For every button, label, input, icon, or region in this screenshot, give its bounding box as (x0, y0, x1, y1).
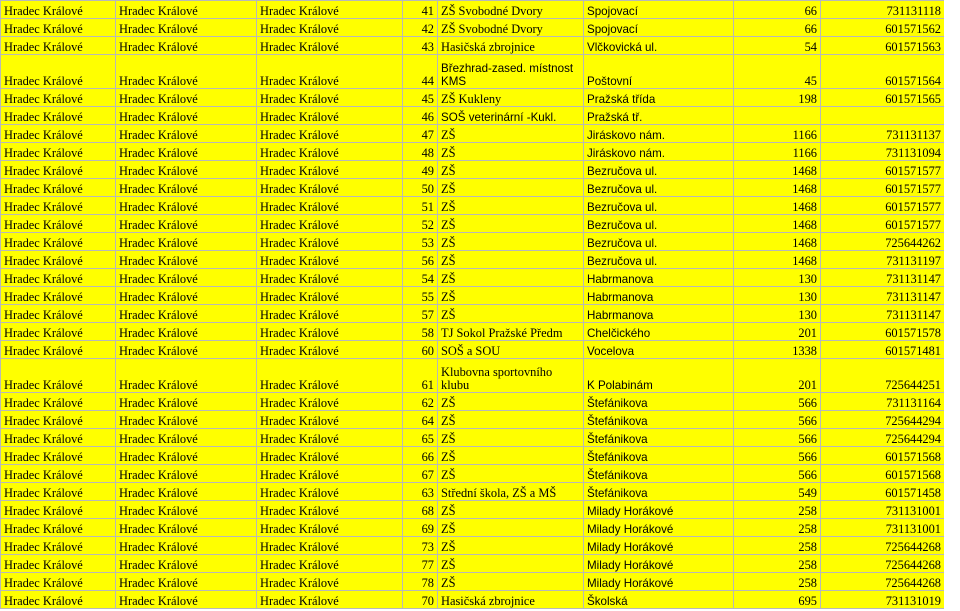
cell-district[interactable]: Hradec Králové (1, 143, 116, 161)
cell-town[interactable]: Hradec Králové (257, 215, 403, 233)
cell-town[interactable]: Hradec Králové (257, 323, 403, 341)
table-row (1, 89, 945, 107)
cell-district-number[interactable]: 78 (403, 573, 438, 591)
cell-code[interactable]: 731131147 (821, 269, 945, 287)
cell-code[interactable]: 601571564 (821, 55, 945, 89)
cell-code[interactable]: 601571568 (821, 447, 945, 465)
cell-code[interactable]: 601571563 (821, 37, 945, 55)
cell-code[interactable]: 731131118 (821, 1, 945, 19)
cell-code[interactable]: 725644294 (821, 429, 945, 447)
cell-municipality[interactable]: Hradec Králové (116, 19, 257, 37)
cell-code[interactable]: 725644268 (821, 555, 945, 573)
cell-district-number[interactable]: 58 (403, 323, 438, 341)
cell-house-number[interactable]: 1338 (734, 341, 821, 359)
table-row (1, 143, 945, 161)
cell-street[interactable]: Štefánikova (584, 411, 734, 429)
cell-district-number[interactable]: 63 (403, 483, 438, 501)
cell-location[interactable]: ZŠ (438, 269, 584, 287)
table-row (1, 287, 945, 305)
cell-district-number[interactable]: 77 (403, 555, 438, 573)
cell-location[interactable]: ZŠ (438, 233, 584, 251)
cell-town[interactable]: Hradec Králové (257, 359, 403, 393)
cell-district[interactable]: Hradec Králové (1, 429, 116, 447)
table-row (1, 55, 945, 89)
cell-town[interactable]: Hradec Králové (257, 501, 403, 519)
cell-district[interactable]: Hradec Králové (1, 1, 116, 19)
cell-district[interactable]: Hradec Králové (1, 161, 116, 179)
cell-municipality[interactable]: Hradec Králové (116, 537, 257, 555)
cell-street[interactable]: Jiráskovo nám. (584, 143, 734, 161)
cell-house-number[interactable]: 130 (734, 305, 821, 323)
cell-code[interactable]: 731131164 (821, 393, 945, 411)
cell-location[interactable]: ZŠ (438, 501, 584, 519)
cell-location[interactable]: Hasičská zbrojnice (438, 37, 584, 55)
cell-town[interactable]: Hradec Králové (257, 555, 403, 573)
cell-house-number[interactable]: 258 (734, 537, 821, 555)
cell-location[interactable]: ZŠ (438, 519, 584, 537)
cell-house-number[interactable]: 1468 (734, 179, 821, 197)
cell-location[interactable]: Březhrad-zased. místnost KMS (438, 55, 584, 89)
cell-code[interactable]: 601571481 (821, 341, 945, 359)
cell-district[interactable]: Hradec Králové (1, 323, 116, 341)
cell-district[interactable]: Hradec Králové (1, 573, 116, 591)
cell-street[interactable]: Štefánikova (584, 447, 734, 465)
cell-district-number[interactable]: 69 (403, 519, 438, 537)
cell-municipality[interactable]: Hradec Králové (116, 143, 257, 161)
table-row (1, 429, 945, 447)
cell-district[interactable]: Hradec Králové (1, 287, 116, 305)
cell-house-number[interactable]: 201 (734, 323, 821, 341)
cell-street[interactable]: Štefánikova (584, 483, 734, 501)
cell-house-number[interactable]: 66 (734, 1, 821, 19)
cell-district-number[interactable]: 60 (403, 341, 438, 359)
cell-town[interactable]: Hradec Králové (257, 411, 403, 429)
cell-house-number[interactable]: 201 (734, 359, 821, 393)
cell-district-number[interactable]: 73 (403, 537, 438, 555)
cell-municipality[interactable]: Hradec Králové (116, 179, 257, 197)
cell-town[interactable]: Hradec Králové (257, 483, 403, 501)
cell-street[interactable]: Poštovní (584, 55, 734, 89)
cell-house-number[interactable]: 258 (734, 501, 821, 519)
cell-district[interactable]: Hradec Králové (1, 537, 116, 555)
cell-house-number[interactable]: 198 (734, 89, 821, 107)
cell-code[interactable]: 601571578 (821, 323, 945, 341)
table-row (1, 483, 945, 501)
cell-house-number[interactable]: 566 (734, 447, 821, 465)
cell-street[interactable]: Štefánikova (584, 465, 734, 483)
cell-town[interactable]: Hradec Králové (257, 573, 403, 591)
cell-location[interactable]: SOŠ veterinární -Kukl. (438, 107, 584, 125)
cell-street[interactable]: Chelčického (584, 323, 734, 341)
cell-town[interactable]: Hradec Králové (257, 447, 403, 465)
cell-house-number[interactable]: 258 (734, 555, 821, 573)
cell-location[interactable]: ZŠ (438, 305, 584, 323)
table-row (1, 447, 945, 465)
cell-district[interactable]: Hradec Králové (1, 483, 116, 501)
cell-municipality[interactable]: Hradec Králové (116, 429, 257, 447)
cell-district[interactable]: Hradec Králové (1, 501, 116, 519)
cell-code[interactable]: 601571577 (821, 179, 945, 197)
cell-district[interactable]: Hradec Králové (1, 305, 116, 323)
cell-street[interactable]: Bezručova ul. (584, 233, 734, 251)
cell-house-number[interactable]: 566 (734, 465, 821, 483)
cell-street[interactable]: Milady Horákové (584, 555, 734, 573)
cell-town[interactable]: Hradec Králové (257, 125, 403, 143)
cell-location[interactable]: ZŠ Svobodné Dvory (438, 1, 584, 19)
cell-code[interactable]: 731131197 (821, 251, 945, 269)
cell-street[interactable]: Milady Horákové (584, 537, 734, 555)
cell-district-number[interactable]: 62 (403, 393, 438, 411)
cell-district[interactable]: Hradec Králové (1, 251, 116, 269)
cell-district[interactable]: Hradec Králové (1, 341, 116, 359)
cell-district[interactable]: Hradec Králové (1, 215, 116, 233)
table-row (1, 107, 945, 125)
table-row (1, 537, 945, 555)
cell-street[interactable]: Bezručova ul. (584, 251, 734, 269)
cell-district-number[interactable]: 51 (403, 197, 438, 215)
cell-location[interactable]: ZŠ (438, 393, 584, 411)
cell-municipality[interactable]: Hradec Králové (116, 555, 257, 573)
cell-code[interactable] (821, 107, 945, 125)
cell-location[interactable]: ZŠ (438, 161, 584, 179)
cell-street[interactable]: Habrmanova (584, 305, 734, 323)
sheet-right-margin (944, 0, 960, 611)
table-row (1, 19, 945, 37)
cell-town[interactable]: Hradec Králové (257, 179, 403, 197)
cell-street[interactable]: Školská (584, 591, 734, 609)
cell-house-number[interactable]: 1468 (734, 215, 821, 233)
table-row (1, 1, 945, 19)
cell-district-number[interactable]: 48 (403, 143, 438, 161)
cell-town[interactable]: Hradec Králové (257, 1, 403, 19)
table-row (1, 501, 945, 519)
table-row (1, 161, 945, 179)
cell-street[interactable]: Bezručova ul. (584, 179, 734, 197)
cell-town[interactable]: Hradec Králové (257, 341, 403, 359)
table-row (1, 393, 945, 411)
table-row (1, 179, 945, 197)
cell-street[interactable]: Milady Horákové (584, 501, 734, 519)
cell-district-number[interactable]: 42 (403, 19, 438, 37)
cell-town[interactable]: Hradec Králové (257, 305, 403, 323)
cell-town[interactable]: Hradec Králové (257, 107, 403, 125)
cell-municipality[interactable]: Hradec Králové (116, 323, 257, 341)
cell-location[interactable]: ZŠ (438, 429, 584, 447)
table-body (1, 1, 945, 609)
cell-street[interactable]: Spojovací (584, 1, 734, 19)
cell-municipality[interactable]: Hradec Králové (116, 125, 257, 143)
cell-street[interactable]: Habrmanova (584, 287, 734, 305)
cell-street[interactable]: Habrmanova (584, 269, 734, 287)
cell-municipality[interactable]: Hradec Králové (116, 233, 257, 251)
cell-code[interactable]: 731131094 (821, 143, 945, 161)
cell-house-number[interactable]: 1166 (734, 125, 821, 143)
cell-street[interactable]: Bezručova ul. (584, 197, 734, 215)
cell-location[interactable]: ZŠ (438, 125, 584, 143)
cell-district[interactable]: Hradec Králové (1, 19, 116, 37)
cell-code[interactable]: 731131001 (821, 501, 945, 519)
cell-code[interactable]: 725644262 (821, 233, 945, 251)
table-row (1, 251, 945, 269)
cell-town[interactable]: Hradec Králové (257, 269, 403, 287)
cell-code[interactable]: 601571577 (821, 161, 945, 179)
cell-street[interactable]: Pražská tř. (584, 107, 734, 125)
cell-district-number[interactable]: 43 (403, 37, 438, 55)
cell-municipality[interactable]: Hradec Králové (116, 251, 257, 269)
cell-district[interactable]: Hradec Králové (1, 465, 116, 483)
cell-location[interactable]: ZŠ (438, 179, 584, 197)
cell-street[interactable]: Jiráskovo nám. (584, 125, 734, 143)
cell-town[interactable]: Hradec Králové (257, 197, 403, 215)
table-row (1, 305, 945, 323)
cell-town[interactable]: Hradec Králové (257, 537, 403, 555)
cell-town[interactable]: Hradec Králové (257, 55, 403, 89)
cell-location[interactable]: Střední škola, ZŠ a MŠ (438, 483, 584, 501)
cell-district[interactable]: Hradec Králové (1, 591, 116, 609)
cell-street[interactable]: Milady Horákové (584, 519, 734, 537)
cell-house-number[interactable]: 1468 (734, 251, 821, 269)
cell-code[interactable]: 725644268 (821, 537, 945, 555)
cell-street[interactable]: Spojovací (584, 19, 734, 37)
cell-house-number[interactable]: 566 (734, 411, 821, 429)
cell-district-number[interactable]: 50 (403, 179, 438, 197)
table-row (1, 125, 945, 143)
table-row (1, 359, 945, 393)
cell-district[interactable]: Hradec Králové (1, 37, 116, 55)
cell-district[interactable]: Hradec Králové (1, 233, 116, 251)
cell-location[interactable]: TJ Sokol Pražské Předm (438, 323, 584, 341)
cell-code[interactable]: 725644294 (821, 411, 945, 429)
cell-location[interactable]: ZŠ Kukleny (438, 89, 584, 107)
cell-municipality[interactable]: Hradec Králové (116, 411, 257, 429)
cell-town[interactable]: Hradec Králové (257, 465, 403, 483)
cell-code[interactable]: 725644251 (821, 359, 945, 393)
cell-district-number[interactable]: 54 (403, 269, 438, 287)
cell-location[interactable]: Klubovna sportovního klubu (438, 359, 584, 393)
cell-location[interactable]: ZŠ (438, 555, 584, 573)
cell-town[interactable]: Hradec Králové (257, 519, 403, 537)
cell-house-number[interactable]: 549 (734, 483, 821, 501)
cell-house-number[interactable]: 258 (734, 519, 821, 537)
cell-district-number[interactable]: 41 (403, 1, 438, 19)
cell-municipality[interactable]: Hradec Králové (116, 161, 257, 179)
cell-house-number[interactable]: 566 (734, 393, 821, 411)
cell-location[interactable]: ZŠ (438, 573, 584, 591)
cell-municipality[interactable]: Hradec Králové (116, 573, 257, 591)
cell-district[interactable]: Hradec Králové (1, 411, 116, 429)
cell-municipality[interactable]: Hradec Králové (116, 359, 257, 393)
cell-town[interactable]: Hradec Králové (257, 143, 403, 161)
cell-town[interactable]: Hradec Králové (257, 19, 403, 37)
cell-code[interactable]: 731131147 (821, 305, 945, 323)
cell-municipality[interactable]: Hradec Králové (116, 55, 257, 89)
cell-municipality[interactable]: Hradec Králové (116, 393, 257, 411)
cell-district[interactable]: Hradec Králové (1, 519, 116, 537)
cell-house-number[interactable]: 130 (734, 269, 821, 287)
cell-code[interactable]: 601571577 (821, 197, 945, 215)
cell-district-number[interactable]: 64 (403, 411, 438, 429)
cell-house-number[interactable]: 1166 (734, 143, 821, 161)
cell-district-number[interactable]: 66 (403, 447, 438, 465)
cell-code[interactable]: 731131137 (821, 125, 945, 143)
cell-street[interactable]: Vlčkovická ul. (584, 37, 734, 55)
cell-town[interactable]: Hradec Králové (257, 287, 403, 305)
table-row (1, 591, 945, 609)
cell-town[interactable]: Hradec Králové (257, 429, 403, 447)
cell-location[interactable]: ZŠ (438, 447, 584, 465)
cell-municipality[interactable]: Hradec Králové (116, 465, 257, 483)
cell-street[interactable]: Bezručova ul. (584, 215, 734, 233)
cell-location[interactable]: Hasičská zbrojnice (438, 591, 584, 609)
cell-location[interactable]: ZŠ (438, 251, 584, 269)
cell-location[interactable]: ZŠ (438, 537, 584, 555)
cell-district[interactable]: Hradec Králové (1, 125, 116, 143)
cell-district[interactable]: Hradec Králové (1, 89, 116, 107)
table-row (1, 341, 945, 359)
cell-town[interactable]: Hradec Králové (257, 37, 403, 55)
cell-house-number[interactable]: 566 (734, 429, 821, 447)
cell-code[interactable]: 601571568 (821, 465, 945, 483)
cell-district-number[interactable]: 52 (403, 215, 438, 233)
cell-town[interactable]: Hradec Králové (257, 591, 403, 609)
table-row (1, 323, 945, 341)
cell-code[interactable]: 601571577 (821, 215, 945, 233)
cell-house-number[interactable]: 695 (734, 591, 821, 609)
cell-district-number[interactable]: 67 (403, 465, 438, 483)
cell-location[interactable]: SOŠ a SOU (438, 341, 584, 359)
table-row (1, 215, 945, 233)
cell-district-number[interactable]: 61 (403, 359, 438, 393)
cell-code[interactable]: 731131019 (821, 591, 945, 609)
cell-district-number[interactable]: 45 (403, 89, 438, 107)
cell-district[interactable]: Hradec Králové (1, 447, 116, 465)
cell-municipality[interactable]: Hradec Králové (116, 37, 257, 55)
table-row (1, 573, 945, 591)
cell-code[interactable]: 601571458 (821, 483, 945, 501)
cell-town[interactable]: Hradec Králové (257, 393, 403, 411)
table-row (1, 37, 945, 55)
cell-district-number[interactable]: 53 (403, 233, 438, 251)
cell-town[interactable]: Hradec Králové (257, 251, 403, 269)
cell-code[interactable]: 731131001 (821, 519, 945, 537)
cell-district-number[interactable]: 49 (403, 161, 438, 179)
cell-district[interactable]: Hradec Králové (1, 393, 116, 411)
cell-town[interactable]: Hradec Králové (257, 89, 403, 107)
cell-municipality[interactable]: Hradec Králové (116, 287, 257, 305)
cell-street[interactable]: Milady Horákové (584, 573, 734, 591)
cell-location[interactable]: ZŠ (438, 143, 584, 161)
cell-house-number[interactable]: 130 (734, 287, 821, 305)
cell-district[interactable]: Hradec Králové (1, 55, 116, 89)
cell-code[interactable]: 725644268 (821, 573, 945, 591)
cell-municipality[interactable]: Hradec Králové (116, 501, 257, 519)
cell-district[interactable]: Hradec Králové (1, 197, 116, 215)
cell-district[interactable]: Hradec Králové (1, 359, 116, 393)
cell-municipality[interactable]: Hradec Králové (116, 341, 257, 359)
cell-municipality[interactable]: Hradec Králové (116, 1, 257, 19)
cell-street[interactable]: Vocelova (584, 341, 734, 359)
cell-municipality[interactable]: Hradec Králové (116, 269, 257, 287)
cell-house-number[interactable]: 66 (734, 19, 821, 37)
cell-district-number[interactable]: 68 (403, 501, 438, 519)
table-row (1, 233, 945, 251)
cell-district-number[interactable]: 44 (403, 55, 438, 89)
cell-code[interactable]: 731131147 (821, 287, 945, 305)
table-row (1, 197, 945, 215)
cell-house-number[interactable]: 45 (734, 55, 821, 89)
cell-town[interactable]: Hradec Králové (257, 233, 403, 251)
cell-house-number[interactable] (734, 107, 821, 125)
cell-district[interactable]: Hradec Králové (1, 269, 116, 287)
cell-district-number[interactable]: 55 (403, 287, 438, 305)
cell-house-number[interactable]: 1468 (734, 161, 821, 179)
cell-district-number[interactable]: 65 (403, 429, 438, 447)
cell-municipality[interactable]: Hradec Králové (116, 447, 257, 465)
cell-house-number[interactable]: 1468 (734, 233, 821, 251)
cell-district-number[interactable]: 57 (403, 305, 438, 323)
cell-house-number[interactable]: 54 (734, 37, 821, 55)
table-row (1, 519, 945, 537)
table-row (1, 555, 945, 573)
cell-town[interactable]: Hradec Králové (257, 161, 403, 179)
cell-municipality[interactable]: Hradec Králové (116, 197, 257, 215)
cell-street[interactable]: Štefánikova (584, 429, 734, 447)
cell-district-number[interactable]: 47 (403, 125, 438, 143)
cell-district-number[interactable]: 70 (403, 591, 438, 609)
cell-street[interactable]: Štefánikova (584, 393, 734, 411)
cell-municipality[interactable]: Hradec Králové (116, 215, 257, 233)
cell-location[interactable]: ZŠ (438, 197, 584, 215)
cell-municipality[interactable]: Hradec Králové (116, 483, 257, 501)
cell-location[interactable]: ZŠ (438, 215, 584, 233)
cell-district[interactable]: Hradec Králové (1, 555, 116, 573)
cell-location[interactable]: ZŠ (438, 287, 584, 305)
cell-municipality[interactable]: Hradec Králové (116, 305, 257, 323)
cell-street[interactable]: K Polabinám (584, 359, 734, 393)
cell-location[interactable]: ZŠ (438, 411, 584, 429)
cell-municipality[interactable]: Hradec Králové (116, 591, 257, 609)
cell-street[interactable]: Pražská třída (584, 89, 734, 107)
table-row (1, 269, 945, 287)
cell-district-number[interactable]: 56 (403, 251, 438, 269)
cell-location[interactable]: ZŠ Svobodné Dvory (438, 19, 584, 37)
cell-code[interactable]: 601571562 (821, 19, 945, 37)
cell-code[interactable]: 601571565 (821, 89, 945, 107)
cell-location[interactable]: ZŠ (438, 465, 584, 483)
cell-municipality[interactable]: Hradec Králové (116, 89, 257, 107)
cell-district[interactable]: Hradec Králové (1, 107, 116, 125)
cell-house-number[interactable]: 1468 (734, 197, 821, 215)
cell-district[interactable]: Hradec Králové (1, 179, 116, 197)
table-row (1, 411, 945, 429)
cell-house-number[interactable]: 258 (734, 573, 821, 591)
cell-street[interactable]: Bezručova ul. (584, 161, 734, 179)
cell-municipality[interactable]: Hradec Králové (116, 107, 257, 125)
cell-district-number[interactable]: 46 (403, 107, 438, 125)
table-row (1, 465, 945, 483)
cell-municipality[interactable]: Hradec Králové (116, 519, 257, 537)
